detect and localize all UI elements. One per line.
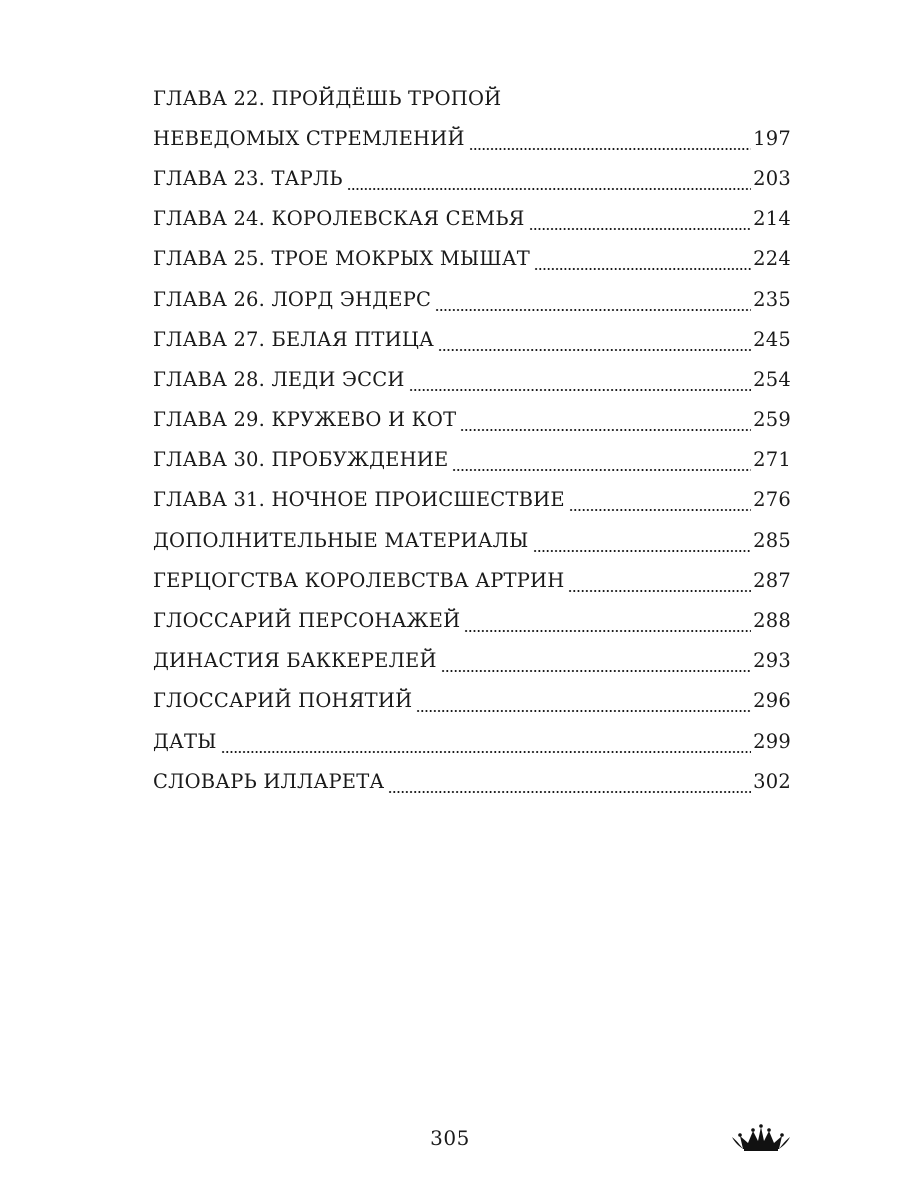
toc-entry bbox=[153, 681, 791, 721]
toc-entry bbox=[153, 721, 791, 761]
dot-leader bbox=[529, 212, 752, 231]
toc-entry-title: НЕВЕДОМЫХ СТРЕМЛЕНИЙ bbox=[153, 126, 465, 150]
dot-leader bbox=[568, 574, 751, 593]
toc-entry-title: ГЛАВА 27. БЕЛАЯ ПТИЦА bbox=[153, 327, 434, 351]
toc-entry-page: 276 bbox=[753, 488, 791, 512]
toc-entry-title: ГЛАВА 24. КОРОЛЕВСКАЯ СЕМЬЯ bbox=[153, 207, 525, 231]
toc-entry-title: ГЛАВА 30. ПРОБУЖДЕНИЕ bbox=[153, 448, 449, 472]
toc-entry-page: 302 bbox=[753, 769, 791, 793]
toc-entry bbox=[153, 239, 791, 279]
page-number: 305 bbox=[430, 1126, 470, 1150]
dot-leader bbox=[569, 493, 751, 512]
toc-entry-title: СЛОВАРЬ ИЛЛАРЕТА bbox=[153, 769, 385, 793]
toc-entry-page: 299 bbox=[753, 729, 791, 753]
toc-entry bbox=[153, 480, 791, 520]
toc-entry bbox=[153, 319, 791, 359]
toc-entry-title: ГЛОССАРИЙ ПОНЯТИЙ bbox=[153, 689, 413, 713]
dot-leader bbox=[438, 333, 751, 352]
toc-entry-page: 254 bbox=[753, 367, 791, 391]
toc-entry-title: ГЛАВА 28. ЛЕДИ ЭССИ bbox=[153, 367, 405, 391]
dot-leader bbox=[533, 534, 752, 553]
toc-entry-page: 235 bbox=[753, 287, 791, 311]
table-of-contents bbox=[153, 78, 791, 801]
toc-entry-title: ГЛАВА 26. ЛОРД ЭНДЕРС bbox=[153, 287, 432, 311]
toc-entry bbox=[153, 641, 791, 681]
toc-entry-page: 245 bbox=[753, 327, 791, 351]
toc-entry-title: ГЛОССАРИЙ ПЕРСОНАЖЕЙ bbox=[153, 609, 461, 633]
toc-entry bbox=[153, 279, 791, 319]
toc-entry bbox=[153, 118, 791, 158]
dot-leader bbox=[452, 453, 751, 472]
dot-leader bbox=[388, 775, 751, 794]
toc-entry-title: ГЛАВА 23. ТАРЛЬ bbox=[153, 166, 343, 190]
toc-entry bbox=[153, 78, 791, 118]
toc-entry-title: ГЛАВА 31. НОЧНОЕ ПРОИСШЕСТВИЕ bbox=[153, 488, 565, 512]
crown-icon bbox=[731, 1123, 791, 1153]
toc-entry-page: 214 bbox=[753, 207, 791, 231]
toc-entry-page: 197 bbox=[753, 126, 791, 150]
toc-entry bbox=[153, 359, 791, 399]
toc-entry-title: ДИНАСТИЯ БАККЕРЕЛЕЙ bbox=[153, 649, 437, 673]
toc-entry-page: 271 bbox=[753, 448, 791, 472]
dot-leader bbox=[464, 614, 751, 633]
toc-entry-page: 296 bbox=[753, 689, 791, 713]
toc-entry-page: 259 bbox=[753, 408, 791, 432]
toc-entry bbox=[153, 400, 791, 440]
toc-entry-page: 224 bbox=[753, 247, 791, 271]
dot-leader bbox=[460, 413, 751, 432]
dot-leader bbox=[534, 252, 751, 271]
toc-entry-page: 285 bbox=[753, 528, 791, 552]
dot-leader bbox=[441, 654, 751, 673]
toc-entry bbox=[153, 440, 791, 480]
toc-entry-title: ГЛАВА 29. КРУЖЕВО И КОТ bbox=[153, 408, 457, 432]
toc-entry bbox=[153, 199, 791, 239]
toc-entry bbox=[153, 600, 791, 640]
toc-entry bbox=[153, 761, 791, 801]
toc-entry-title: ДОПОЛНИТЕЛЬНЫЕ МАТЕРИАЛЫ bbox=[153, 528, 529, 552]
toc-entry-title: ГЛАВА 25. ТРОЕ МОКРЫХ МЫШАТ bbox=[153, 247, 531, 271]
toc-entry-title: ДАТЫ bbox=[153, 729, 217, 753]
dot-leader bbox=[347, 172, 751, 191]
toc-entry-title: ГЛАВА 22. ПРОЙДЁШЬ ТРОПОЙ bbox=[153, 86, 502, 110]
toc-entry bbox=[153, 560, 791, 600]
dot-leader bbox=[221, 735, 752, 754]
toc-entry bbox=[153, 520, 791, 560]
toc-entry-page: 293 bbox=[753, 649, 791, 673]
dot-leader bbox=[409, 373, 752, 392]
toc-entry-page: 288 bbox=[753, 609, 791, 633]
dot-leader bbox=[416, 694, 751, 713]
toc-entry-page: 203 bbox=[753, 166, 791, 190]
dot-leader bbox=[435, 293, 751, 312]
dot-leader bbox=[469, 132, 752, 151]
toc-entry bbox=[153, 158, 791, 198]
toc-entry-page: 287 bbox=[753, 568, 791, 592]
toc-entry-title: ГЕРЦОГСТВА КОРОЛЕВСТВА АРТРИН bbox=[153, 568, 565, 592]
